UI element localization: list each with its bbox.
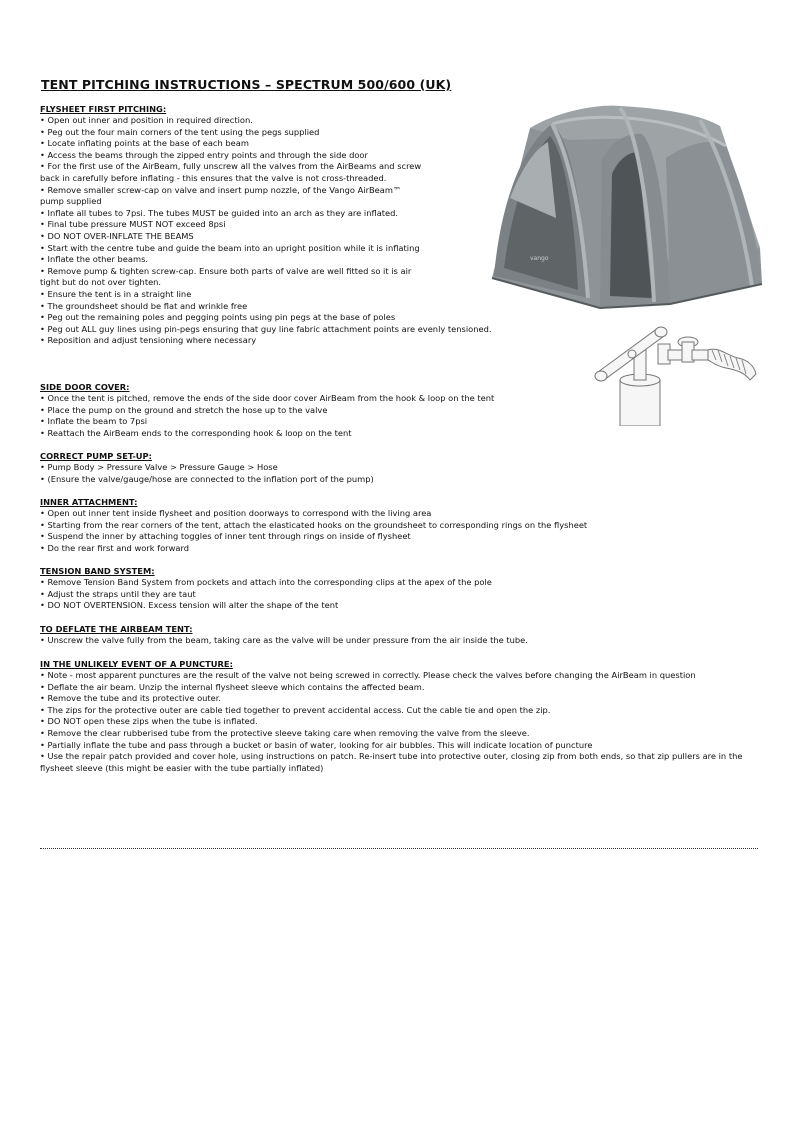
list-item: • Use the repair patch provided and cover hole, using instructions on patch. Re-insert tube into protective outer, closing zip from both ends, so that zip pullers are in the flysheet sleeve (this might be easier with the tube partially inflated) [40, 751, 743, 773]
list-item: • Peg out the remaining poles and pegging points using pin pegs at the base of poles [40, 312, 396, 323]
tent-brand-text: vango [530, 255, 549, 262]
list-item: • Remove Tension Band System from pockets and attach into the corresponding clips at the apex of the pole [40, 577, 492, 587]
list-item: • Remove the clear rubberised tube from the protective sleeve taking care when removing the valve from the sleeve. [40, 727, 530, 738]
section-heading: TO DEFLATE THE AIRBEAM TENT: [40, 624, 193, 634]
list-item: • Place the pump on the ground and stretch the hose up to the valve [40, 404, 328, 415]
list-item: • Do the rear first and work forward [40, 542, 189, 553]
list-item: • Peg out ALL guy lines using pin-pegs ensuring that guy line fabric attachment points are evenly tensioned. [40, 323, 492, 334]
list-item: • Starting from the rear corners of the tent, attach the elasticated hooks on the groundsheet to corresponding rings on the flysheet [40, 519, 588, 530]
puncture-section [40, 659, 764, 774]
list-item: • Partially inflate the tube and pass through a bucket or basin of water, looking for air bubbles. This will indicate location of puncture [40, 739, 593, 750]
side-door-section [40, 382, 494, 439]
list-item: • Open out inner and position in required direction. [40, 115, 253, 125]
list-item: • Remove the tube and its protective outer. [40, 693, 222, 704]
list-item: • DO NOT open these zips when the tube is inflated. [40, 716, 258, 727]
list-item: • Reposition and adjust tensioning where necessary [40, 335, 257, 346]
list-item: • Peg out the four main corners of the tent using the pegs supplied [40, 126, 320, 137]
list-item: • Remove pump & tighten screw-cap. Ensure both parts of valve are well fitted so it is air tight but do not over tighten. [40, 265, 412, 288]
tent-illustration [470, 98, 782, 312]
list-item: • Inflate the beam to 7psi [40, 416, 148, 427]
tension-band-section [40, 566, 492, 612]
list-item: • Deflate the air beam. Unzip the internal flysheet sleeve which contains the affected beam. [40, 681, 425, 692]
list-item: • Pump Body > Pressure Valve > Pressure Gauge > Hose [40, 462, 278, 472]
flysheet-section [40, 104, 492, 347]
list-item: • Inflate all tubes to 7psi. The tubes MUST be guided into an arch as they are inflated. [40, 207, 399, 218]
section-heading: TENSION BAND SYSTEM: [40, 566, 155, 576]
list-item: • Access the beams through the zipped entry points and through the side door [40, 149, 368, 160]
list-item: • Locate inflating points at the base of each beam [40, 138, 249, 149]
inner-attachment-section [40, 497, 587, 554]
list-item: • Unscrew the valve fully from the beam, taking care as the valve will be under pressure from the air inside the tube. [40, 635, 528, 645]
section-heading: INNER ATTACHMENT: [40, 497, 138, 507]
list-item: • Note - most apparent punctures are the result of the valve not being screwed in correctly. Please check the valves before changing the AirBeam in question [40, 670, 696, 680]
list-item: • Inflate the other beams. [40, 254, 149, 265]
pump-illustration [588, 314, 764, 426]
list-item: • DO NOT OVERTENSION. Excess tension will alter the shape of the tent [40, 600, 339, 611]
section-heading: IN THE UNLIKELY EVENT OF A PUNCTURE: [40, 659, 233, 669]
list-item: • For the first use of the AirBeam, fully unscrew all the valves from the AirBeams and screw back in carefully before inflating - this ensures that the valve is not cross-threaded. [40, 161, 422, 183]
section-heading: SIDE DOOR COVER: [40, 382, 130, 392]
page-title: TENT PITCHING INSTRUCTIONS – SPECTRUM 500/600 (UK) [41, 77, 452, 92]
list-item: • Start with the centre tube and guide the beam into an upright position while it is inflating [40, 242, 420, 253]
deflate-section [40, 624, 528, 647]
list-item: • The groundsheet should be flat and wrinkle free [40, 300, 248, 311]
dotted-divider [40, 848, 758, 849]
list-item: • Once the tent is pitched, remove the ends of the side door cover AirBeam from the hook & loop on the tent [40, 393, 495, 403]
list-item: • (Ensure the valve/gauge/hose are connected to the inflation port of the pump) [40, 473, 374, 484]
pump-setup-section [40, 451, 374, 485]
list-item: • Final tube pressure MUST NOT exceed 8psi [40, 219, 226, 230]
list-item: • Reattach the AirBeam ends to the corresponding hook & loop on the tent [40, 427, 352, 438]
list-item: • Suspend the inner by attaching toggles of inner tent through rings on inside of flysheet [40, 531, 411, 542]
list-item: • Open out inner tent inside flysheet and position doorways to correspond with the living area [40, 508, 432, 518]
list-item: • The zips for the protective outer are cable tied together to prevent accidental access. Cut the cable tie and open the zip. [40, 704, 551, 715]
list-item: • Remove smaller screw-cap on valve and insert pump nozzle, of the Vango AirBeam™ pump supplied [40, 184, 402, 207]
list-item: • DO NOT OVER-INFLATE THE BEAMS [40, 230, 194, 241]
section-heading: CORRECT PUMP SET-UP: [40, 451, 152, 461]
list-item: • Ensure the tent is in a straight line [40, 288, 192, 299]
list-item: • Adjust the straps until they are taut [40, 588, 196, 599]
section-heading: FLYSHEET FIRST PITCHING: [40, 104, 167, 114]
